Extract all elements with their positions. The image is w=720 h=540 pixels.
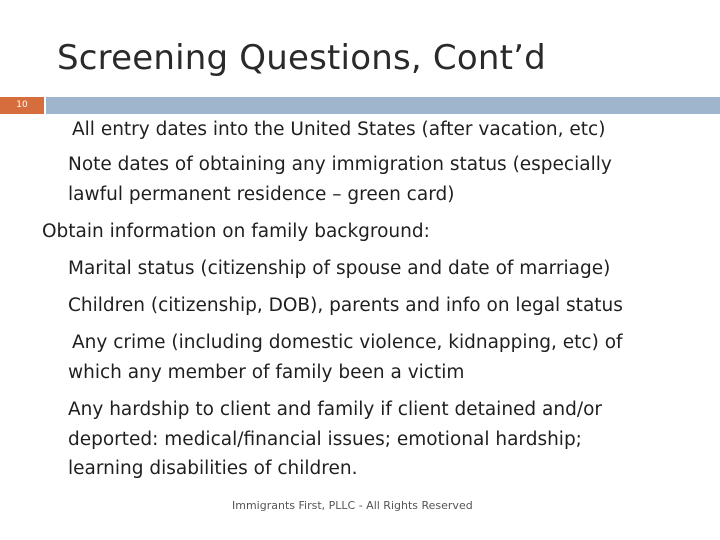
bullet-children: Children (citizenship, DOB), parents and info on legal status: [68, 295, 623, 316]
bullet-entry-dates: All entry dates into the United States (after vacation, etc): [72, 119, 606, 140]
bullet-marital-status: Marital status (citizenship of spouse and date of marriage): [68, 258, 611, 279]
page-title: Screening Questions, Cont’d: [57, 38, 546, 78]
bullet-hardship-line-1: Any hardship to client and family if client detained and/or: [68, 399, 603, 420]
footer-copyright: Immigrants First, PLLC - All Rights Reserved: [232, 499, 473, 512]
bullet-immigration-status-line-2: lawful permanent residence – green card): [68, 184, 455, 205]
bullet-family-background: Obtain information on family background:: [42, 221, 430, 242]
bullet-crime-line-1: Any crime (including domestic violence, kidnapping, etc) of: [72, 332, 623, 353]
bullet-hardship-line-2: deported: medical/financial issues; emotional hardship;: [68, 429, 582, 450]
bullet-immigration-status-line-1: Note dates of obtaining any immigration status (especially: [68, 154, 612, 175]
slide-number-badge: 10: [0, 97, 44, 114]
bullet-hardship-line-3: learning disabilities of children.: [68, 458, 358, 479]
bullet-crime-line-2: which any member of family been a victim: [68, 362, 465, 383]
